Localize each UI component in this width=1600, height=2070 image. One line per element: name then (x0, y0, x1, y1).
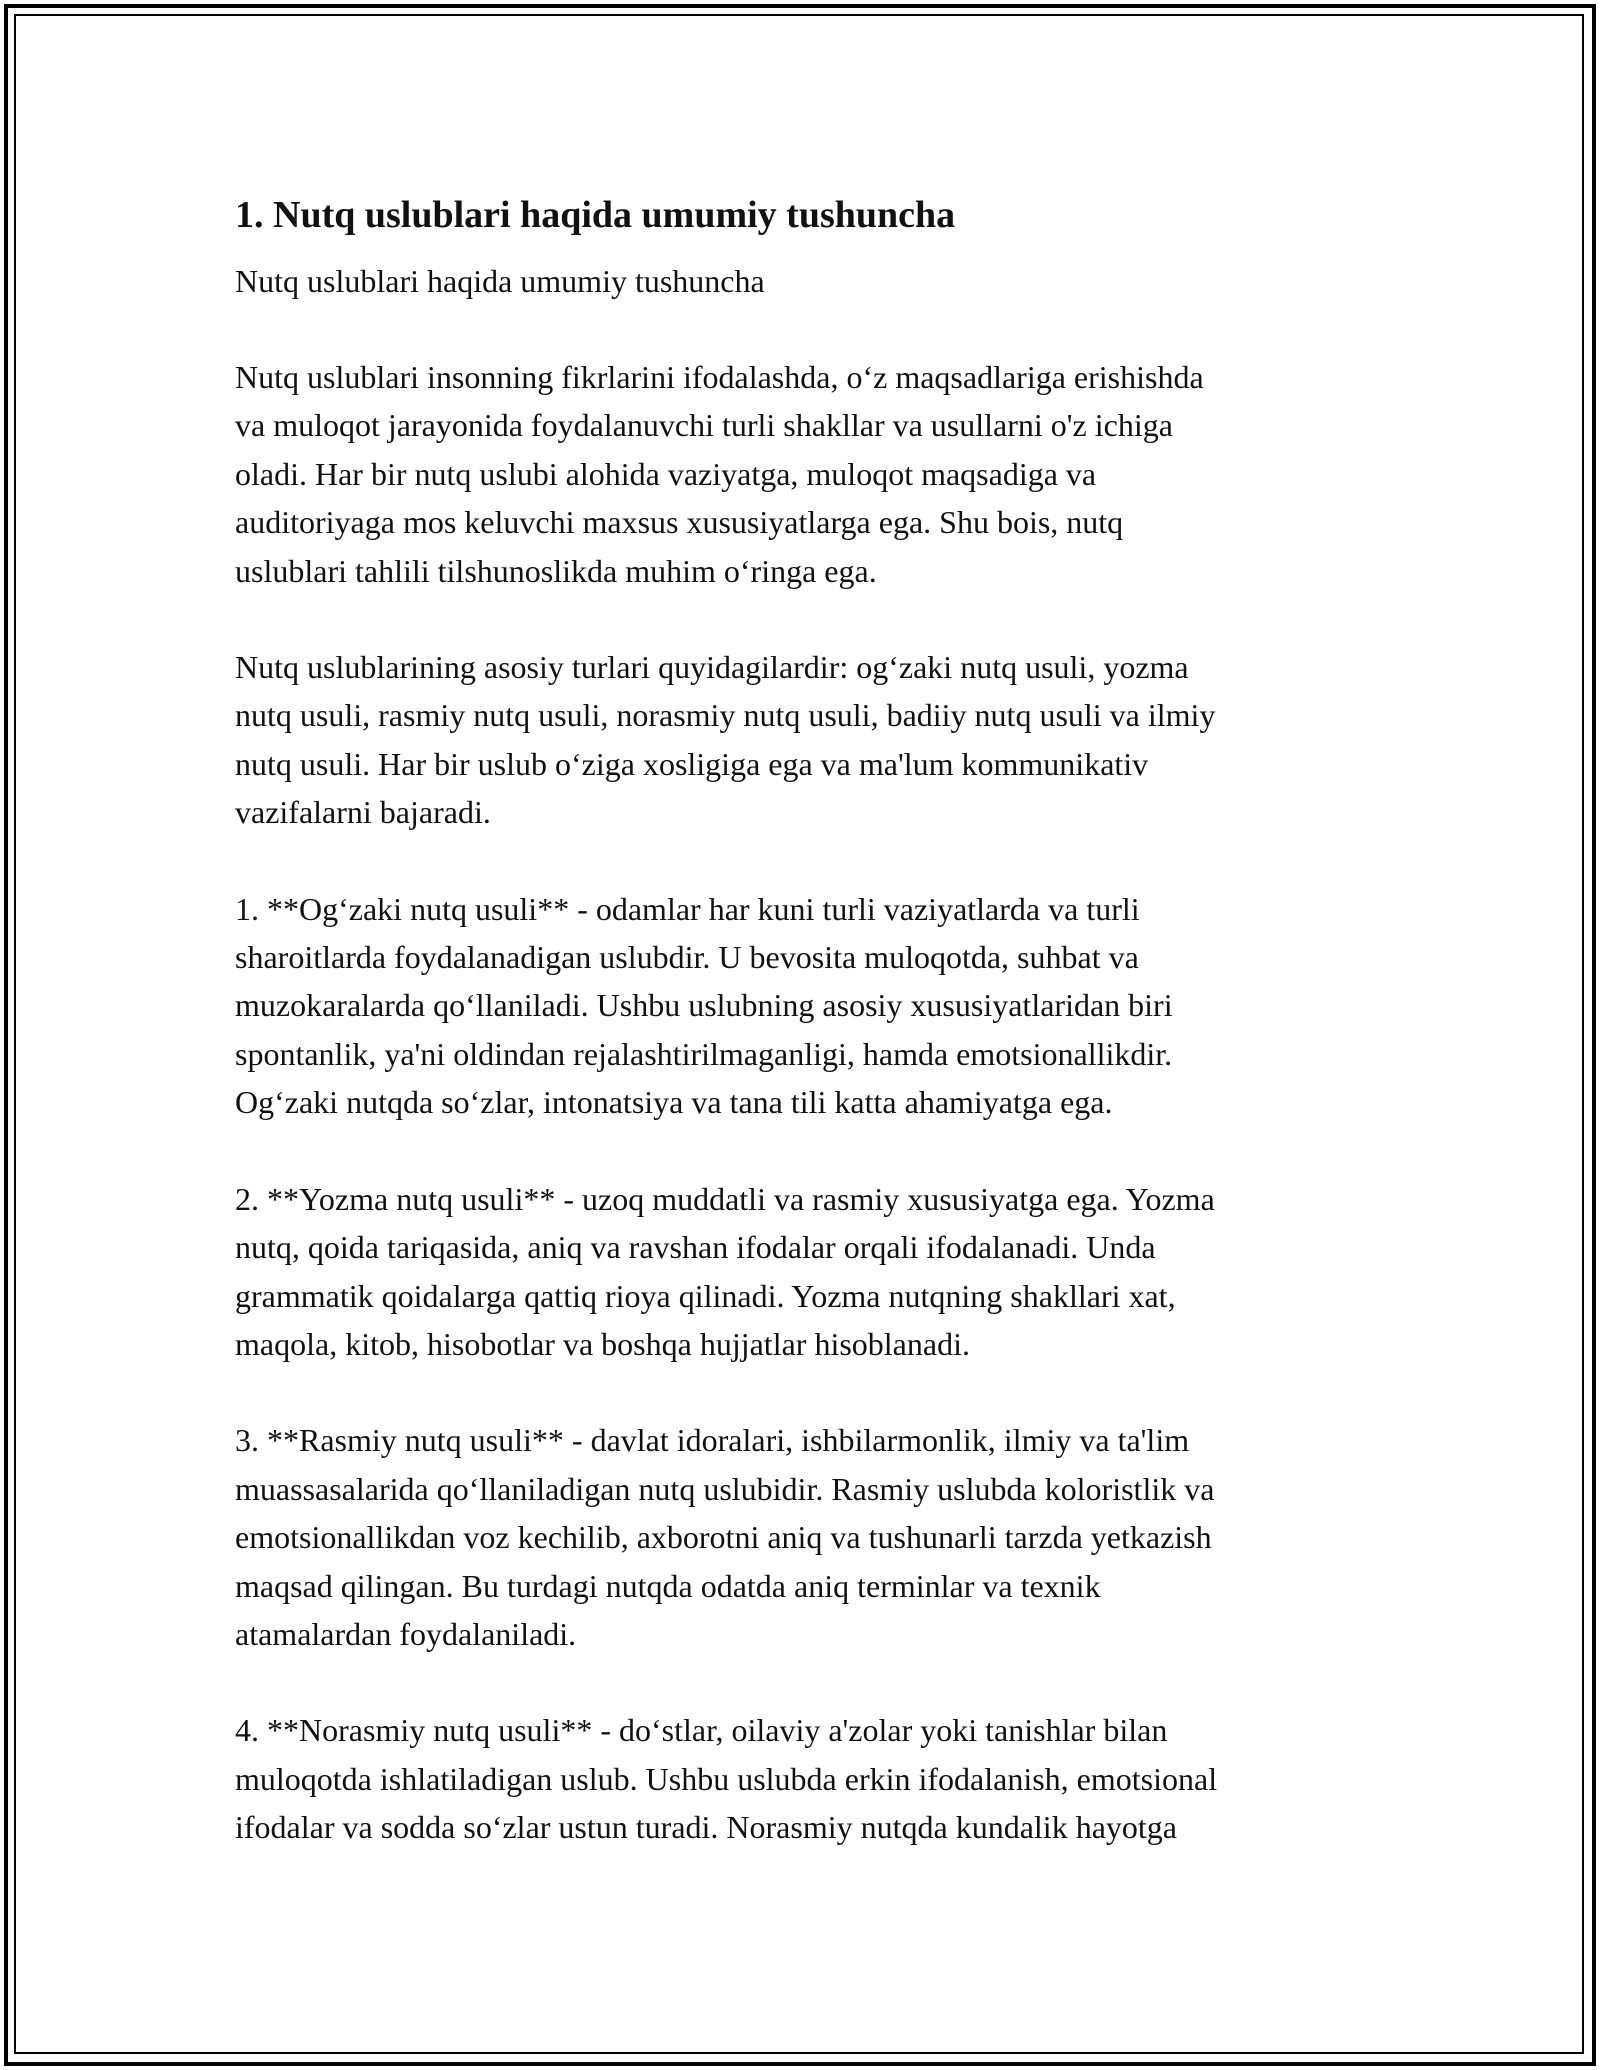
paragraph-written-style: 2. **Yozma nutq usuli** - uzoq muddatli va rasmiy xususiyatga ega. Yozma nutq, qoida tariqasida, aniq va ravshan ifodalar orqali ifodalanadi. Unda grammatik qoidalarga qattiq rioya qilinadi. Yozma nutqning shakllari xat, maqola, kitob, hisobotlar va boshqa hujjatlar hisoblanadi. (235, 1180, 1215, 1362)
paragraph-types: Nutq uslublarining asosiy turlari quyidagilardir: og‘zaki nutq usuli, yozma nutq usuli, rasmiy nutq usuli, norasmiy nutq usuli, badiiy nutq usuli va ilmiy nutq usuli. Har bir uslub o‘ziga xosligiga ega va ma'lum kommunikativ vazifalarni bajaradi. (235, 649, 1216, 831)
section-heading: 1. Nutq uslublari haqida umumiy tushuncha (235, 194, 956, 236)
paragraph-intro: Nutq uslublari insonning fikrlarini ifodalashda, o‘z maqsadlariga erishishda va muloqot jarayonida foydalanuvchi turli shakllar va usullarni o'z ichiga oladi. Har bir nutq uslubi alohida vaziyatga, muloqot maqsadiga va auditoriyaga mos keluvchi maxsus xususiyatlarga ega. Shu bois, nutq uslublari tahlili tilshunoslikda muhim o‘ringa ega. (235, 359, 1204, 589)
paragraph-informal-style: 4. **Norasmiy nutq usuli** - do‘stlar, oilaviy a'zolar yoki tanishlar bilan muloqotda ishlatiladigan uslub. Ushbu uslubda erkin ifodalanish, emotsional ifodalar va sodda so‘zlar ustun turadi. Norasmiy nutqda kundalik hayotga (235, 1712, 1218, 1846)
paragraph-formal-style: 3. **Rasmiy nutq usuli** - davlat idoralari, ishbilarmonlik, ilmiy va ta'lim muassasalarida qo‘llaniladigan nutq uslubidir. Rasmiy uslubda koloristlik va emotsionallikdan voz kechilib, axborotni aniq va tushunarli tarzda yetkazish maqsad qilingan. Bu turdagi nutqda odatda aniq terminlar va texnik atamalardan foydalaniladi. (235, 1422, 1215, 1652)
document-page (235, 185, 1375, 1852)
section-subtitle: Nutq uslublari haqida umumiy tushuncha (235, 263, 765, 299)
paragraph-oral-style: 1. **Og‘zaki nutq usuli** - odamlar har kuni turli vaziyatlarda va turli sharoitlarda foydalanadigan uslubdir. U bevosita muloqotda, suhbat va muzokaralarda qo‘llaniladi. Ushbu uslubning asosiy xususiyatlaridan biri spontanlik, ya'ni oldindan rejalashtirilmaganligi, hamda emotsionallikdir. Og‘zaki nutqda so‘zlar, intonatsiya va tana tili katta ahamiyatga ega. (235, 890, 1173, 1121)
